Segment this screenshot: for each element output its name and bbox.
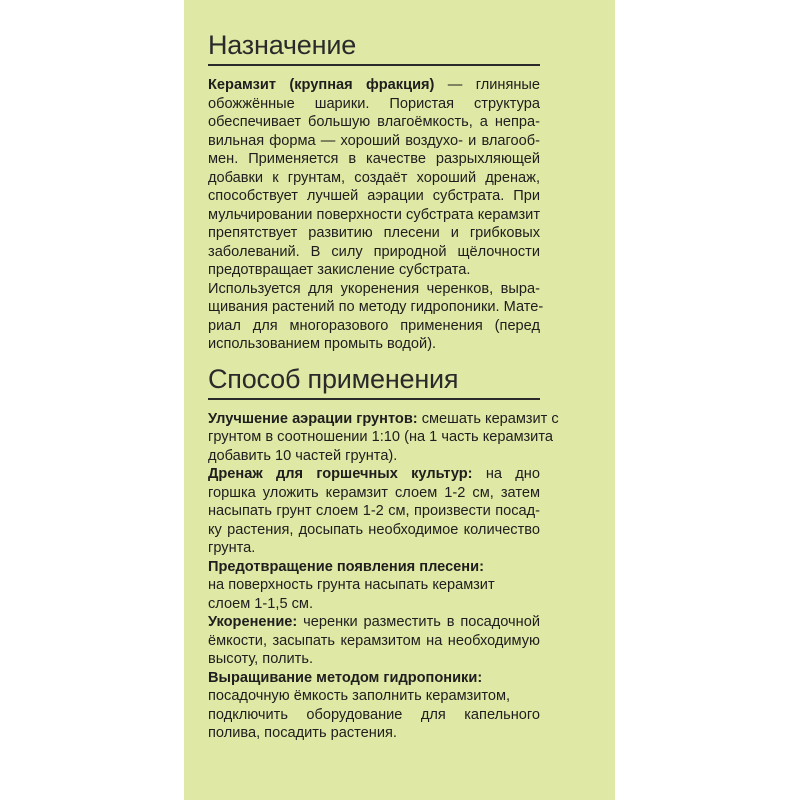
- usage-line: [208, 724, 540, 743]
- usage-bold-term: Укоренение:: [208, 614, 298, 630]
- purpose-line: [208, 169, 540, 188]
- usage-line-text: ёмкости, засыпать керамзитом на необходимую: [208, 632, 540, 649]
- purpose-line-text: мульчировании поверхности субстрата керамзит: [208, 206, 540, 223]
- purpose-line-text: щивания растений по методу гидропоники. Мате-: [208, 299, 544, 315]
- purpose-line-text: — глиняные: [434, 77, 541, 93]
- usage-line: [208, 687, 540, 706]
- purpose-line: [208, 150, 540, 169]
- usage-line-text: на дно: [472, 466, 540, 482]
- purpose-line: [208, 261, 540, 280]
- usage-line-text: смешать керамзит с: [417, 410, 559, 427]
- usage-line: [208, 465, 540, 484]
- purpose-line: [208, 187, 540, 206]
- purpose-line: [208, 317, 540, 336]
- purpose-line-text: Используется для укоренения черенков, выра-: [208, 280, 540, 297]
- usage-line: [208, 632, 540, 651]
- usage-line: [208, 558, 540, 577]
- usage-line-text: насыпать грунт слоем 1-2 см, произвести посад-: [208, 503, 540, 519]
- usage-line-text: посадочную ёмкость заполнить керамзитом,: [208, 688, 511, 704]
- purpose-line-text: препятствует развитию плесени и грибковых: [208, 225, 540, 241]
- purpose-text: [208, 76, 544, 354]
- usage-line: [208, 521, 540, 540]
- purpose-line: [208, 206, 540, 225]
- purpose-line-text: вильная форма — хороший воздухо- и влагооб-: [208, 132, 540, 149]
- usage-line: [208, 428, 553, 447]
- purpose-line-text: риал для многоразового применения (перед: [208, 317, 540, 334]
- usage-line-text: ку растения, досыпать необходимое количество: [208, 521, 540, 538]
- purpose-line: [208, 132, 540, 151]
- usage-line-text: грунта.: [208, 540, 256, 556]
- purpose-line: [208, 243, 540, 262]
- usage-line: [208, 576, 540, 595]
- purpose-line: [208, 95, 540, 114]
- usage-line-text: высоту, полить.: [208, 651, 313, 667]
- usage-line-text: на поверхность грунта насыпать керамзит: [208, 577, 495, 593]
- usage-bold-term: Улучшение аэрации грунтов:: [208, 410, 418, 427]
- purpose-heading: Назначение: [208, 28, 540, 66]
- usage-bold-term: Выращивание методом гидропоники:: [208, 669, 483, 686]
- purpose-line-text: предотвращает закисление субстрата.: [208, 262, 471, 278]
- purpose-line: [208, 298, 544, 317]
- purpose-line-text: обожжённые шарики. Пористая структура: [208, 95, 540, 112]
- usage-line-text: слоем 1-1,5 см.: [208, 595, 313, 612]
- purpose-line-text: мен. Применяется в качестве разрыхляющей: [208, 151, 540, 167]
- usage-line: [208, 595, 540, 614]
- label-content: [208, 28, 559, 743]
- purpose-line: [208, 335, 540, 354]
- usage-line-text: грунтом в соотношении 1:10 (на 1 часть керамзита: [208, 429, 553, 445]
- purpose-line-text: добавки к грунтам, создаёт хороший дренаж,: [208, 169, 540, 186]
- usage-line: [208, 706, 540, 725]
- usage-line-text: полива, посадить растения.: [208, 725, 397, 741]
- purpose-line: [208, 224, 540, 243]
- usage-line-text: подключить оборудование для капельного: [208, 706, 540, 723]
- usage-text: [208, 410, 559, 743]
- purpose-line-text: способствует лучшей аэрации субстрата. При: [208, 188, 540, 204]
- purpose-line-text: использованием промыть водой).: [208, 336, 437, 352]
- usage-heading: Способ применения: [208, 362, 540, 400]
- usage-line-text: черенки разместить в посадочной: [297, 614, 540, 630]
- purpose-line: [208, 113, 540, 132]
- usage-line: [208, 539, 540, 558]
- usage-line: [208, 613, 540, 632]
- purpose-line: [208, 76, 540, 95]
- usage-line: [208, 410, 559, 429]
- usage-bold-term: Предотвращение появления плесени:: [208, 558, 484, 575]
- usage-line: [208, 650, 540, 669]
- purpose-line-text: обеспечивает большую влагоёмкость, а непра-: [208, 114, 540, 130]
- usage-line: [208, 447, 540, 466]
- purpose-bold-term: Керамзит (крупная фракция): [208, 77, 435, 93]
- usage-line-text: горшка уложить керамзит слоем 1-2 см, затем: [208, 484, 540, 501]
- usage-line: [208, 484, 540, 503]
- usage-bold-term: Дренаж для горшечных культур:: [208, 466, 473, 482]
- usage-line: [208, 502, 540, 521]
- usage-line-text: добавить 10 частей грунта).: [208, 447, 398, 464]
- purpose-line-text: заболеваний. В силу природной щёлочности: [208, 243, 540, 260]
- purpose-line: [208, 280, 540, 299]
- usage-line: [208, 669, 540, 688]
